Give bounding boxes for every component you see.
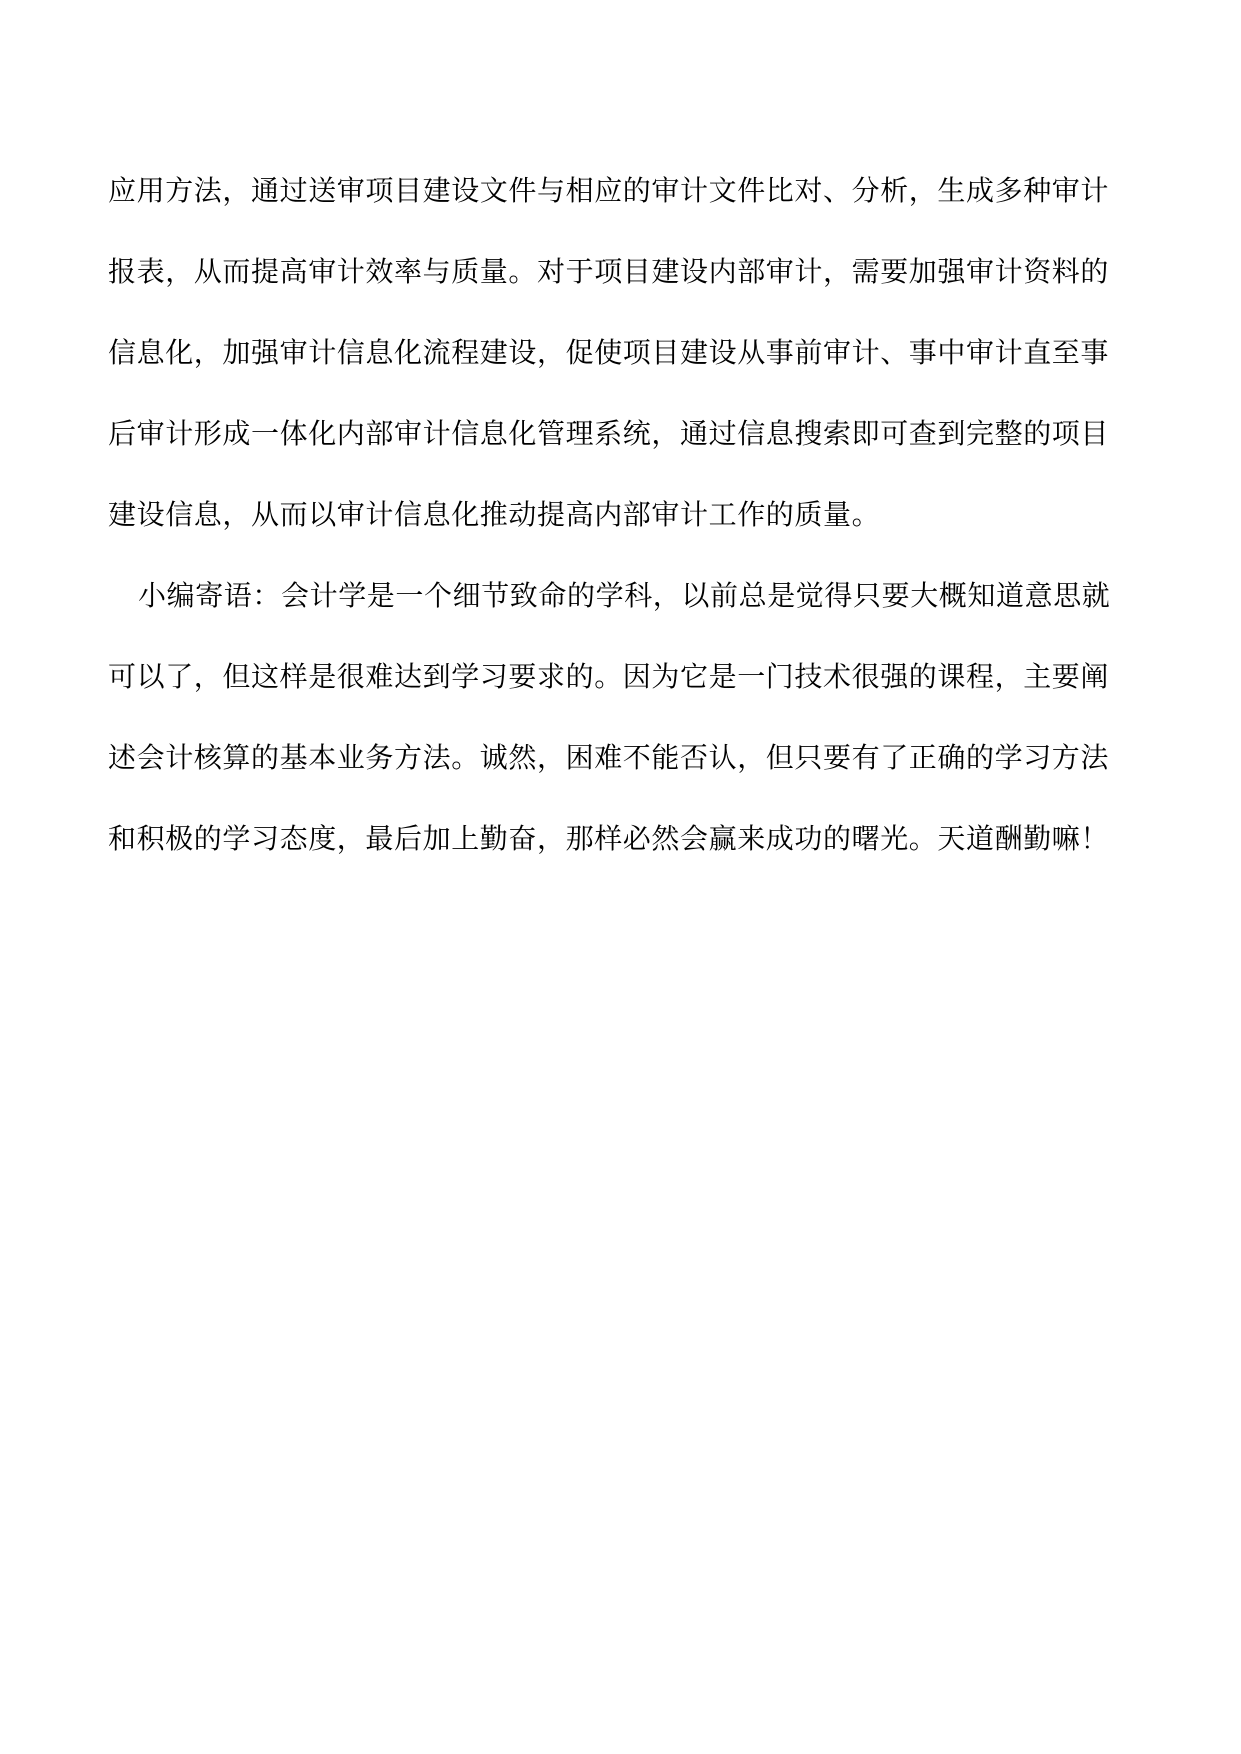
text-line: 述会计核算的基本业务方法。诚然，困难不能否认，但只要有了正确的学习方法	[108, 741, 1110, 774]
text-line: 后审计形成一体化内部审计信息化管理系统，通过信息搜索即可查到完整的项目	[108, 417, 1110, 450]
text-line: 报表，从而提高审计效率与质量。对于项目建设内部审计，需要加强审计资料的	[108, 255, 1110, 288]
paragraph-audit-informatization	[108, 150, 1138, 555]
text-line: 应用方法，通过送审项目建设文件与相应的审计文件比对、分析，生成多种审计	[108, 174, 1110, 207]
text-line: 可以了，但这样是很难达到学习要求的。因为它是一门技术很强的课程，主要阐	[108, 660, 1110, 693]
text-line: 和积极的学习态度，最后加上勤奋，那样必然会赢来成功的曙光。天道酬勤嘛！	[108, 822, 1110, 855]
text-line: 信息化，加强审计信息化流程建设，促使项目建设从事前审计、事中审计直至事	[108, 336, 1110, 369]
paragraph-editor-note	[108, 555, 1138, 879]
document-body	[108, 150, 1138, 879]
text-line: 小编寄语：会计学是一个细节致命的学科，以前总是觉得只要大概知道意思就	[138, 579, 1111, 612]
text-line: 建设信息，从而以审计信息化推动提高内部审计工作的质量。	[108, 498, 881, 531]
